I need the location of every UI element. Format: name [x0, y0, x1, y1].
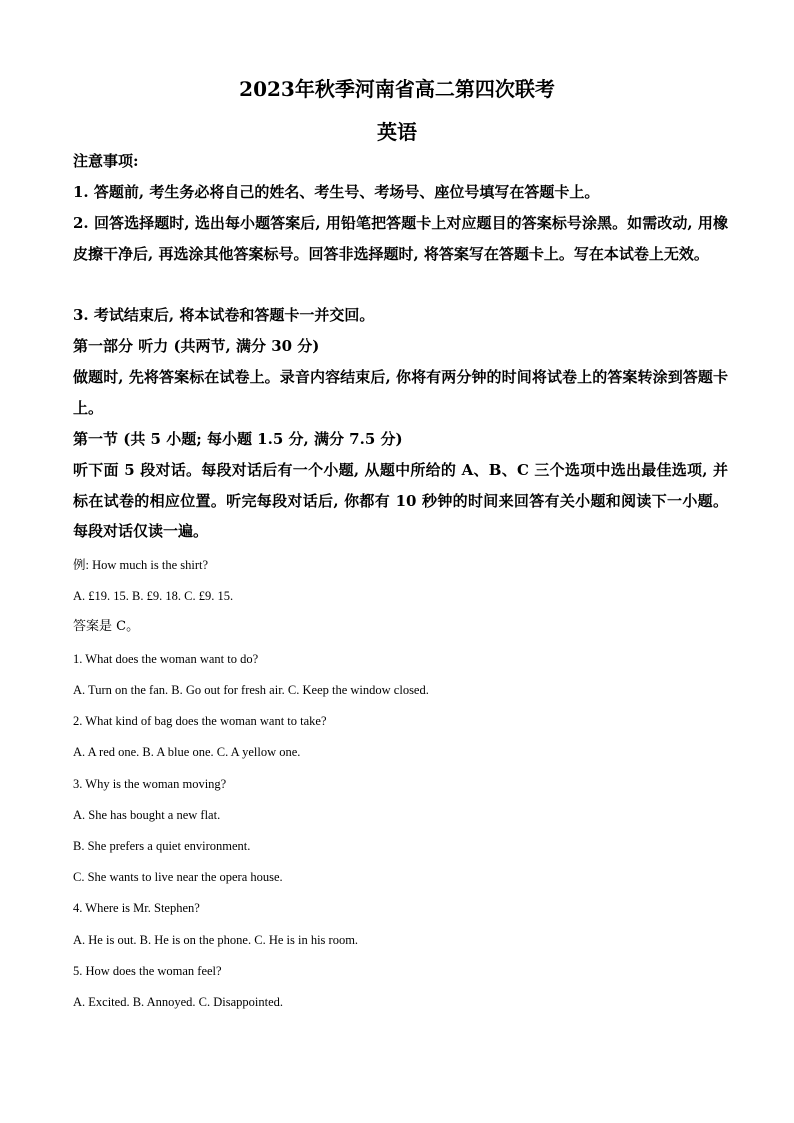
subject-title: 英语: [377, 120, 417, 144]
part1-heading: 第一部分 听力 (共两节, 满分 30 分): [73, 337, 320, 355]
part1-instructions: 做题时, 先将答案标在试卷上。录音内容结束后, 你将有两分钟的时间将试卷上的答案转涂到答题卡上。: [73, 368, 728, 417]
note-item-2: 2. 回答选择题时, 选出每小题答案后, 用铅笔把答题卡上对应题目的答案标号涂黑。如需改动, 用橡皮擦干净后, 再选涂其他答案标号。回答非选择题时, 将答案写在答题卡上。写在本试卷上无效。: [73, 214, 728, 263]
question-1: 1. What does the woman want to do?: [73, 652, 259, 666]
question-3: 3. Why is the woman moving?: [73, 777, 227, 791]
question-2: 2. What kind of bag does the woman want to take?: [73, 714, 327, 728]
section1-instructions: 听下面 5 段对话。每段对话后有一个小题, 从题中所给的 A、B、C 三个选项中选出最佳选项, 并标在试卷的相应位置。听完每段对话后, 你都有 10 秒钟的时间来回答有关小题和阅读下一小题。每段对话仅读一遍。: [73, 461, 728, 540]
example-question: 例: How much is the shirt?: [73, 558, 209, 572]
question-5: 5. How does the woman feel?: [73, 964, 222, 978]
note-item-1: 1. 答题前, 考生务必将自己的姓名、考生号、考场号、座位号填写在答题卡上。: [73, 183, 600, 201]
section1-heading: 第一节 (共 5 小题; 每小题 1.5 分, 满分 7.5 分): [73, 430, 403, 448]
example-answer: 答案是 C。: [73, 619, 140, 634]
note-item-3: 3. 考试结束后, 将本试卷和答题卡一并交回。: [73, 306, 375, 324]
question-4-options: A. He is out. B. He is on the phone. C. He is in his room.: [73, 933, 359, 947]
exam-title: 2023年秋季河南省高二第四次联考: [239, 77, 555, 101]
question-3-option-c: C. She wants to live near the opera house.: [73, 870, 283, 884]
question-5-options: A. Excited. B. Annoyed. C. Disappointed.: [73, 995, 284, 1009]
question-2-options: A. A red one. B. A blue one. C. A yellow one.: [73, 745, 301, 759]
question-3-option-a: A. She has bought a new flat.: [73, 808, 221, 822]
notes-heading: 注意事项:: [73, 152, 139, 170]
question-4: 4. Where is Mr. Stephen?: [73, 901, 200, 915]
question-3-option-b: B. She prefers a quiet environment.: [73, 839, 251, 853]
example-options: A. £19. 15. B. £9. 18. C. £9. 15.: [73, 589, 234, 603]
question-1-options: A. Turn on the fan. B. Go out for fresh air. C. Keep the window closed.: [73, 683, 429, 697]
